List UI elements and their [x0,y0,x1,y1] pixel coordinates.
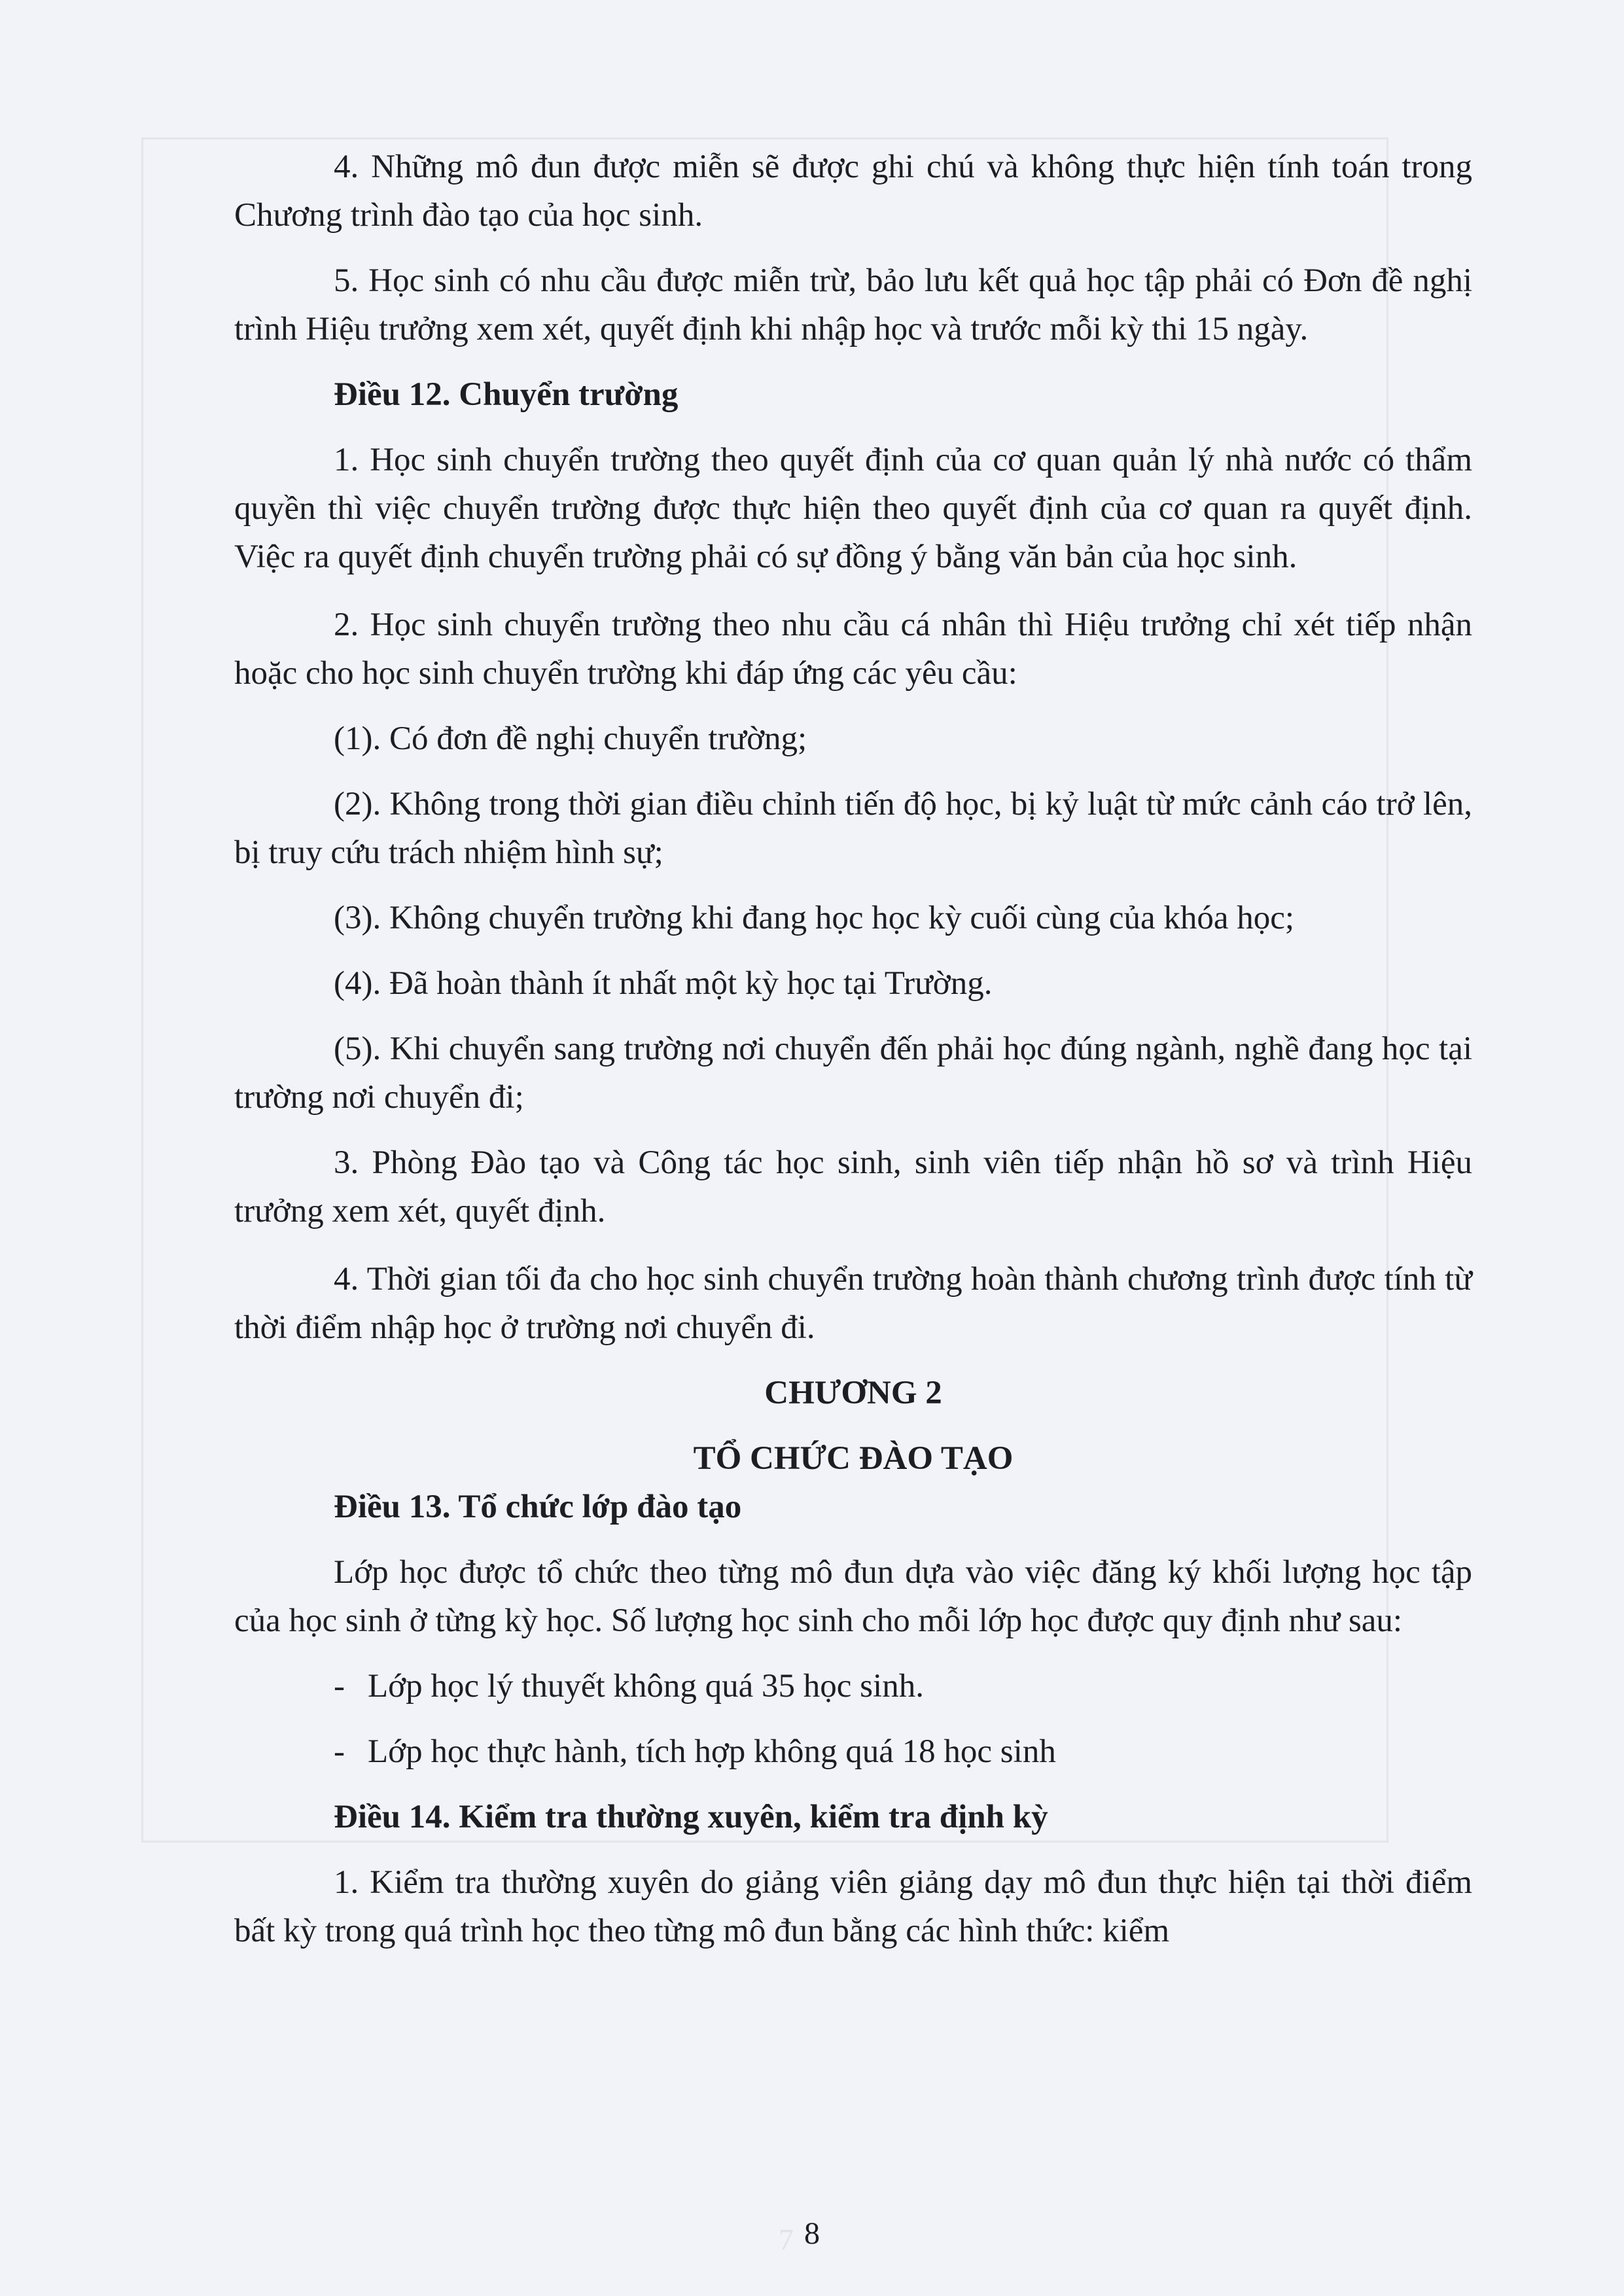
requirement-1: (1). Có đơn đề nghị chuyển trường; [334,720,807,757]
requirement-2: (2). Không trong thời gian điều chỉnh tiến độ học, bị kỷ luật từ mức cảnh cáo trở lên, bị truy cứu trách nhiệm hình sự; [234,786,1472,871]
article-13-intro: Lớp học được tổ chức theo từng mô đun dựa vào việc đăng ký khối lượng học tập của học sinh ở từng kỳ học. Số lượng học sinh cho mỗi lớp học được quy định như sau: [234,1554,1472,1639]
page-number: 8 [804,2216,820,2251]
requirement-5: (5). Khi chuyển sang trường nơi chuyển đến phải học đúng ngành, nghề đang học tại trường nơi chuyển đi; [234,1031,1472,1116]
class-size-bullet [234,1662,1472,1710]
bleed-through-mark: 7 [779,2223,794,2256]
bullet-dash: - [334,1668,345,1704]
article-12-heading: Điều 12. Chuyển trường [334,376,679,413]
article-14-heading: Điều 14. Kiểm tra thường xuyên, kiểm tra định kỳ [334,1799,1048,1835]
requirement-3: (3). Không chuyển trường khi đang học học kỳ cuối cùng của khóa học; [334,900,1295,936]
article-12-clause-3: 3. Phòng Đào tạo và Công tác học sinh, sinh viên tiếp nhận hồ sơ và trình Hiệu trưởng xem xét, quyết định. [234,1144,1472,1229]
paragraph-item-5: 5. Học sinh có nhu cầu được miễn trừ, bảo lưu kết quả học tập phải có Đơn đề nghị trình Hiệu trưởng xem xét, quyết định khi nhập học và trước mỗi kỳ thi 15 ngày. [234,262,1472,347]
paragraph-item-4: 4. Những mô đun được miễn sẽ được ghi chú và không thực hiện tính toán trong Chương trình đào tạo của học sinh. [234,149,1472,234]
article-14-clause-1: 1. Kiểm tra thường xuyên do giảng viên giảng dạy mô đun thực hiện tại thời điểm bất kỳ trong quá trình học theo từng mô đun bằng các hình thức: kiểm [234,1864,1472,1949]
article-12-clause-1: 1. Học sinh chuyển trường theo quyết định của cơ quan quản lý nhà nước có thẩm quyền thì việc chuyển trường được thực hiện theo quyết định của cơ quan ra quyết định. Việc ra quyết định chuyển trường phải có sự đồng ý bằng văn bản của học sinh. [234,442,1472,575]
bullet-text: Lớp học lý thuyết không quá 35 học sinh. [368,1668,924,1704]
bullet-text: Lớp học thực hành, tích hợp không quá 18 học sinh [368,1733,1056,1770]
article-12-clause-2: 2. Học sinh chuyển trường theo nhu cầu cá nhân thì Hiệu trưởng chỉ xét tiếp nhận hoặc cho học sinh chuyển trường khi đáp ứng các yêu cầu: [234,607,1472,692]
requirement-4: (4). Đã hoàn thành ít nhất một kỳ học tại Trường. [334,965,993,1002]
bullet-dash: - [334,1733,345,1770]
article-13-heading: Điều 13. Tổ chức lớp đào tạo [334,1489,742,1525]
article-12-clause-4: 4. Thời gian tối đa cho học sinh chuyển trường hoàn thành chương trình được tính từ thời điểm nhập học ở trường nơi chuyển đi. [234,1261,1472,1346]
chapter-number: CHƯƠNG 2 [764,1375,942,1411]
class-size-bullet [234,1727,1472,1776]
document-body [234,143,1472,1955]
chapter-title: TỔ CHỨC ĐÀO TẠO [693,1440,1014,1477]
